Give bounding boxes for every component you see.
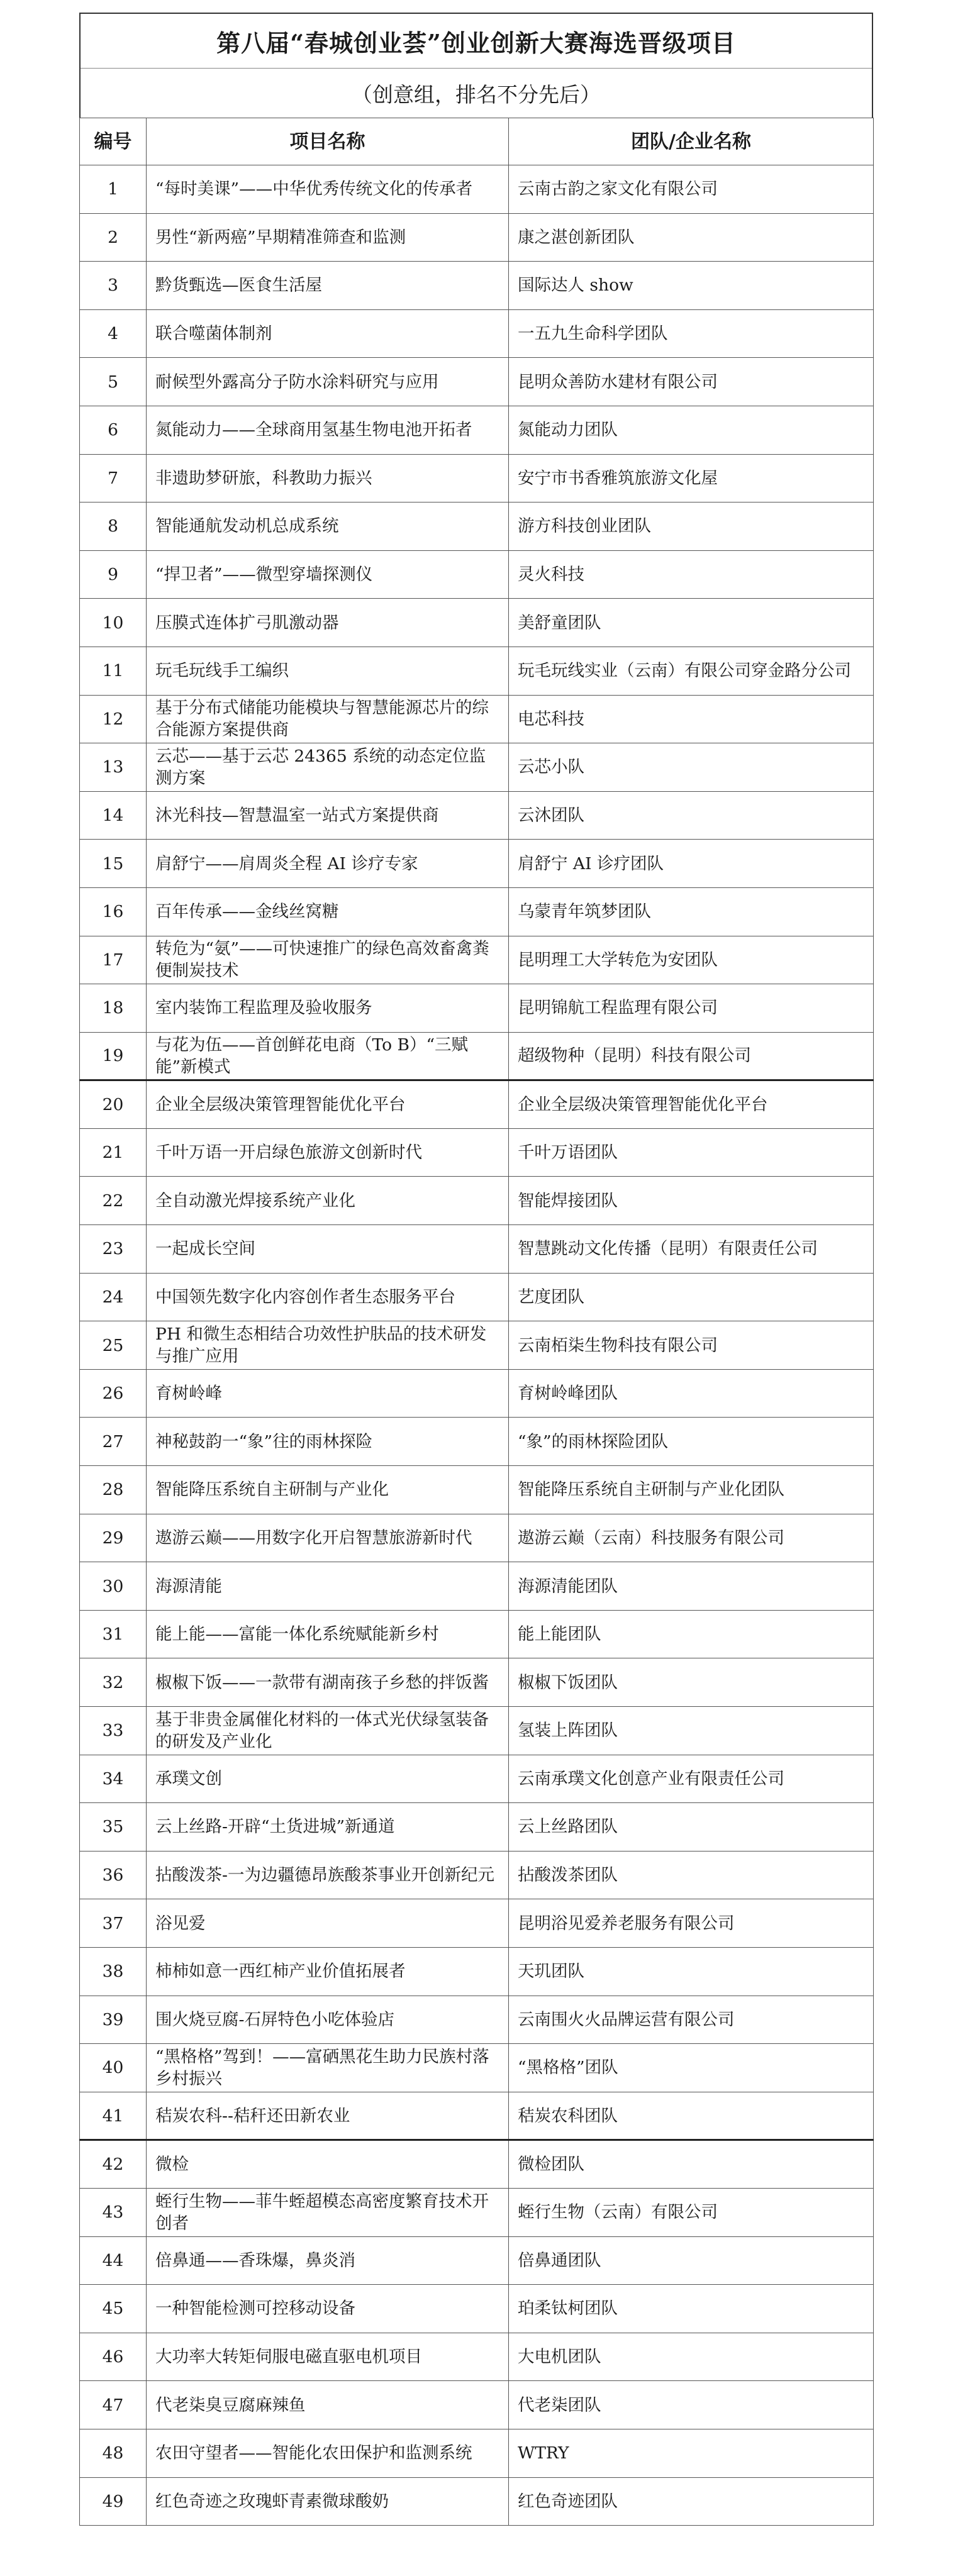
row-team-name: 云南古韵之家文化有限公司 [509, 165, 874, 214]
row-project-name: 沐光科技—智慧温室一站式方案提供商 [147, 791, 509, 840]
row-team-name: 秸炭农科团队 [509, 2092, 874, 2140]
table-row [80, 1369, 874, 1418]
row-number: 4 [80, 309, 147, 358]
table-row [80, 502, 874, 551]
table-row [80, 2236, 874, 2285]
row-number: 11 [80, 647, 147, 695]
row-number: 27 [80, 1418, 147, 1466]
row-team-name: 云芯小队 [509, 743, 874, 792]
row-number: 12 [80, 695, 147, 743]
row-project-name: 承璞文创 [147, 1755, 509, 1803]
row-team-name: 国际达人 show [509, 262, 874, 310]
row-team-name: 一五九生命科学团队 [509, 309, 874, 358]
row-project-name: 千叶万语一开启绿色旅游文创新时代 [147, 1128, 509, 1177]
row-team-name: 超级物种（昆明）科技有限公司 [509, 1032, 874, 1080]
row-team-name: 天玑团队 [509, 1947, 874, 1996]
table-row [80, 743, 874, 792]
row-team-name: 云南承璞文化创意产业有限责任公司 [509, 1755, 874, 1803]
row-project-name: 基于非贵金属催化材料的一体式光伏绿氢装备的研发及产业化 [147, 1707, 509, 1755]
row-team-name: 倍鼻通团队 [509, 2236, 874, 2285]
table-row [80, 2285, 874, 2333]
table-row [80, 2477, 874, 2526]
row-project-name: “捍卫者”——微型穿墙探测仪 [147, 550, 509, 599]
row-number: 6 [80, 406, 147, 454]
row-number: 23 [80, 1225, 147, 1274]
row-project-name: 百年传承——金线丝窝糖 [147, 887, 509, 936]
row-number: 36 [80, 1851, 147, 1899]
row-project-name: “黑格格”驾到！——富硒黑花生助力民族村落乡村振兴 [147, 2044, 509, 2092]
row-number: 10 [80, 599, 147, 647]
row-team-name: 云南栢柒生物科技有限公司 [509, 1321, 874, 1370]
table-header-row [80, 118, 874, 165]
row-project-name: 围火烧豆腐-石屏特色小吃体验店 [147, 1996, 509, 2044]
row-team-name: 大电机团队 [509, 2333, 874, 2381]
row-number: 8 [80, 502, 147, 551]
row-team-name: 昆明锦航工程监理有限公司 [509, 984, 874, 1033]
row-number: 32 [80, 1658, 147, 1707]
row-number: 17 [80, 936, 147, 984]
row-number: 1 [80, 165, 147, 214]
row-number: 39 [80, 1996, 147, 2044]
table-row [80, 2429, 874, 2477]
row-team-name: 乌蒙青年筑梦团队 [509, 887, 874, 936]
row-project-name: 氮能动力——全球商用氢基生物电池开拓者 [147, 406, 509, 454]
table-row [80, 1610, 874, 1658]
row-team-name: 代老柒团队 [509, 2381, 874, 2429]
table-row [80, 1851, 874, 1899]
table-row [80, 1803, 874, 1852]
table-body [80, 165, 874, 2526]
row-team-name: 海源清能团队 [509, 1562, 874, 1611]
row-project-name: 海源清能 [147, 1562, 509, 1611]
row-number: 9 [80, 550, 147, 599]
row-team-name: 能上能团队 [509, 1610, 874, 1658]
header-team-name: 团队/企业名称 [509, 118, 874, 165]
row-project-name: 遨游云巅——用数字化开启智慧旅游新时代 [147, 1514, 509, 1562]
row-number: 40 [80, 2044, 147, 2092]
row-number: 26 [80, 1369, 147, 1418]
row-number: 29 [80, 1514, 147, 1562]
row-project-name: 蛭行生物——菲牛蛭超模态高密度繁育技术开创者 [147, 2188, 509, 2236]
row-team-name: 康之湛创新团队 [509, 213, 874, 262]
row-project-name: 柿柿如意一西红柿产业价值拓展者 [147, 1947, 509, 1996]
table-row [80, 1321, 874, 1370]
table-row [80, 840, 874, 888]
row-team-name: 智能降压系统自主研制与产业化团队 [509, 1466, 874, 1514]
row-project-name: 转危为“氨”——可快速推广的绿色高效畜禽粪便制炭技术 [147, 936, 509, 984]
table-row [80, 454, 874, 502]
row-number: 45 [80, 2285, 147, 2333]
row-project-name: 全自动激光焊接系统产业化 [147, 1177, 509, 1225]
row-project-name: 室内装饰工程监理及验收服务 [147, 984, 509, 1033]
row-number: 41 [80, 2092, 147, 2140]
table-row [80, 1128, 874, 1177]
table-row [80, 2092, 874, 2140]
table-row [80, 165, 874, 214]
table-row [80, 1273, 874, 1321]
table-row [80, 1947, 874, 1996]
row-team-name: 拈酸泼茶团队 [509, 1851, 874, 1899]
table-row [80, 2044, 874, 2092]
row-number: 21 [80, 1128, 147, 1177]
row-number: 16 [80, 887, 147, 936]
row-project-name: 能上能——富能一体化系统赋能新乡村 [147, 1610, 509, 1658]
row-number: 47 [80, 2381, 147, 2429]
row-team-name: WTRY [509, 2429, 874, 2477]
row-number: 7 [80, 454, 147, 502]
table-row [80, 1658, 874, 1707]
row-number: 44 [80, 2236, 147, 2285]
row-project-name: 神秘鼓韵一“象”往的雨林探险 [147, 1418, 509, 1466]
title-block [79, 13, 873, 118]
table-row [80, 984, 874, 1033]
row-team-name: 氮能动力团队 [509, 406, 874, 454]
row-team-name: 美舒童团队 [509, 599, 874, 647]
row-team-name: “象”的雨林探险团队 [509, 1418, 874, 1466]
row-project-name: 企业全层级决策管理智能优化平台 [147, 1080, 509, 1129]
table-row [80, 1899, 874, 1948]
row-team-name: 智慧跳动文化传播（昆明）有限责任公司 [509, 1225, 874, 1274]
table-row [80, 309, 874, 358]
row-project-name: 大功率大转矩伺服电磁直驱电机项目 [147, 2333, 509, 2381]
table-row [80, 1562, 874, 1611]
table-row [80, 1177, 874, 1225]
row-team-name: 育树岭峰团队 [509, 1369, 874, 1418]
row-number: 19 [80, 1032, 147, 1080]
row-project-name: 代老柒臭豆腐麻辣鱼 [147, 2381, 509, 2429]
row-project-name: 一种智能检测可控移动设备 [147, 2285, 509, 2333]
table-row [80, 1080, 874, 1129]
table-row [80, 1755, 874, 1803]
row-project-name: 椒椒下饭——一款带有湖南孩子乡愁的拌饭酱 [147, 1658, 509, 1707]
page-title: 第八届“春城创业荟”创业创新大赛海选晋级项目 [216, 28, 736, 57]
table-row [80, 695, 874, 743]
table-row [80, 2140, 874, 2189]
row-team-name: 灵火科技 [509, 550, 874, 599]
row-team-name: 珀柔钛柯团队 [509, 2285, 874, 2333]
table-row [80, 1514, 874, 1562]
row-team-name: 艺度团队 [509, 1273, 874, 1321]
table-row [80, 1418, 874, 1466]
row-project-name: 云上丝路-开辟“土货进城”新通道 [147, 1803, 509, 1852]
row-project-name: 智能降压系统自主研制与产业化 [147, 1466, 509, 1514]
row-number: 5 [80, 358, 147, 406]
row-project-name: 非遗助梦研旅，科教助力振兴 [147, 454, 509, 502]
row-project-name: PH 和微生态相结合功效性护肤品的技术研发与推广应用 [147, 1321, 509, 1370]
header-number: 编号 [80, 118, 147, 165]
row-number: 42 [80, 2140, 147, 2189]
row-project-name: 云芯——基于云芯 24365 系统的动态定位监测方案 [147, 743, 509, 792]
table-row [80, 599, 874, 647]
row-project-name: 基于分布式储能功能模块与智慧能源芯片的综合能源方案提供商 [147, 695, 509, 743]
row-project-name: “每时美课”——中华优秀传统文化的传承者 [147, 165, 509, 214]
row-team-name: 玩毛玩线实业（云南）有限公司穿金路分公司 [509, 647, 874, 695]
row-project-name: 农田守望者——智能化农田保护和监测系统 [147, 2429, 509, 2477]
table-row [80, 1707, 874, 1755]
row-number: 49 [80, 2477, 147, 2526]
row-number: 15 [80, 840, 147, 888]
row-project-name: 联合噬菌体制剂 [147, 309, 509, 358]
table-row [80, 887, 874, 936]
table-row [80, 791, 874, 840]
row-number: 30 [80, 1562, 147, 1611]
projects-table [79, 118, 874, 2526]
table-row [80, 550, 874, 599]
row-project-name: 智能通航发动机总成系统 [147, 502, 509, 551]
row-number: 3 [80, 262, 147, 310]
row-project-name: 一起成长空间 [147, 1225, 509, 1274]
document-sheet [79, 13, 873, 2526]
table-row [80, 262, 874, 310]
row-number: 20 [80, 1080, 147, 1129]
row-number: 43 [80, 2188, 147, 2236]
table-row [80, 2188, 874, 2236]
row-team-name: 游方科技创业团队 [509, 502, 874, 551]
row-team-name: 肩舒宁 AI 诊疗团队 [509, 840, 874, 888]
row-number: 48 [80, 2429, 147, 2477]
row-number: 37 [80, 1899, 147, 1948]
row-team-name: 蛭行生物（云南）有限公司 [509, 2188, 874, 2236]
row-number: 35 [80, 1803, 147, 1852]
row-team-name: 安宁市书香雅筑旅游文化屋 [509, 454, 874, 502]
row-team-name: 云南围火火品牌运营有限公司 [509, 1996, 874, 2044]
row-project-name: 拈酸泼茶-一为边疆德昂族酸茶事业开创新纪元 [147, 1851, 509, 1899]
table-row [80, 647, 874, 695]
row-number: 33 [80, 1707, 147, 1755]
row-project-name: 与花为伍——首创鲜花电商（To B）“三赋能”新模式 [147, 1032, 509, 1080]
row-project-name: 倍鼻通——香珠爆，鼻炎消 [147, 2236, 509, 2285]
row-project-name: 微检 [147, 2140, 509, 2189]
row-team-name: 遨游云巅（云南）科技服务有限公司 [509, 1514, 874, 1562]
row-project-name: 黔货甄选—医食生活屋 [147, 262, 509, 310]
table-row [80, 2333, 874, 2381]
row-team-name: 红色奇迹团队 [509, 2477, 874, 2526]
table-row [80, 1225, 874, 1274]
row-team-name: 昆明理工大学转危为安团队 [509, 936, 874, 984]
row-team-name: 云上丝路团队 [509, 1803, 874, 1852]
row-number: 28 [80, 1466, 147, 1514]
table-row [80, 358, 874, 406]
row-number: 22 [80, 1177, 147, 1225]
row-project-name: 压膜式连体扩弓肌激动器 [147, 599, 509, 647]
row-number: 24 [80, 1273, 147, 1321]
row-team-name: 微检团队 [509, 2140, 874, 2189]
row-team-name: 椒椒下饭团队 [509, 1658, 874, 1707]
row-project-name: 耐候型外露高分子防水涂料研究与应用 [147, 358, 509, 406]
row-project-name: 肩舒宁——肩周炎全程 AI 诊疗专家 [147, 840, 509, 888]
page-subtitle: （创意组，排名不分先后） [81, 68, 872, 118]
row-team-name: 电芯科技 [509, 695, 874, 743]
table-row [80, 1996, 874, 2044]
row-number: 13 [80, 743, 147, 792]
row-project-name: 红色奇迹之玫瑰虾青素微球酸奶 [147, 2477, 509, 2526]
row-team-name: 智能焊接团队 [509, 1177, 874, 1225]
row-project-name: 浴见爱 [147, 1899, 509, 1948]
row-project-name: 育树岭峰 [147, 1369, 509, 1418]
row-team-name: 昆明浴见爱养老服务有限公司 [509, 1899, 874, 1948]
row-team-name: 云沐团队 [509, 791, 874, 840]
row-number: 46 [80, 2333, 147, 2381]
row-team-name: 氢装上阵团队 [509, 1707, 874, 1755]
row-project-name: 中国领先数字化内容创作者生态服务平台 [147, 1273, 509, 1321]
table-row [80, 2381, 874, 2429]
row-project-name: 秸炭农科--秸秆还田新农业 [147, 2092, 509, 2140]
row-project-name: 男性“新两癌”早期精准筛查和监测 [147, 213, 509, 262]
table-row [80, 406, 874, 454]
table-row [80, 936, 874, 984]
header-project-name: 项目名称 [147, 118, 509, 165]
row-team-name: 昆明众善防水建材有限公司 [509, 358, 874, 406]
row-team-name: 企业全层级决策管理智能优化平台 [509, 1080, 874, 1129]
row-number: 25 [80, 1321, 147, 1370]
row-number: 18 [80, 984, 147, 1033]
table-row [80, 1466, 874, 1514]
row-number: 34 [80, 1755, 147, 1803]
table-row [80, 1032, 874, 1080]
row-number: 31 [80, 1610, 147, 1658]
row-project-name: 玩毛玩线手工编织 [147, 647, 509, 695]
row-number: 2 [80, 213, 147, 262]
row-number: 38 [80, 1947, 147, 1996]
row-team-name: 千叶万语团队 [509, 1128, 874, 1177]
table-row [80, 213, 874, 262]
row-number: 14 [80, 791, 147, 840]
row-team-name: “黑格格”团队 [509, 2044, 874, 2092]
